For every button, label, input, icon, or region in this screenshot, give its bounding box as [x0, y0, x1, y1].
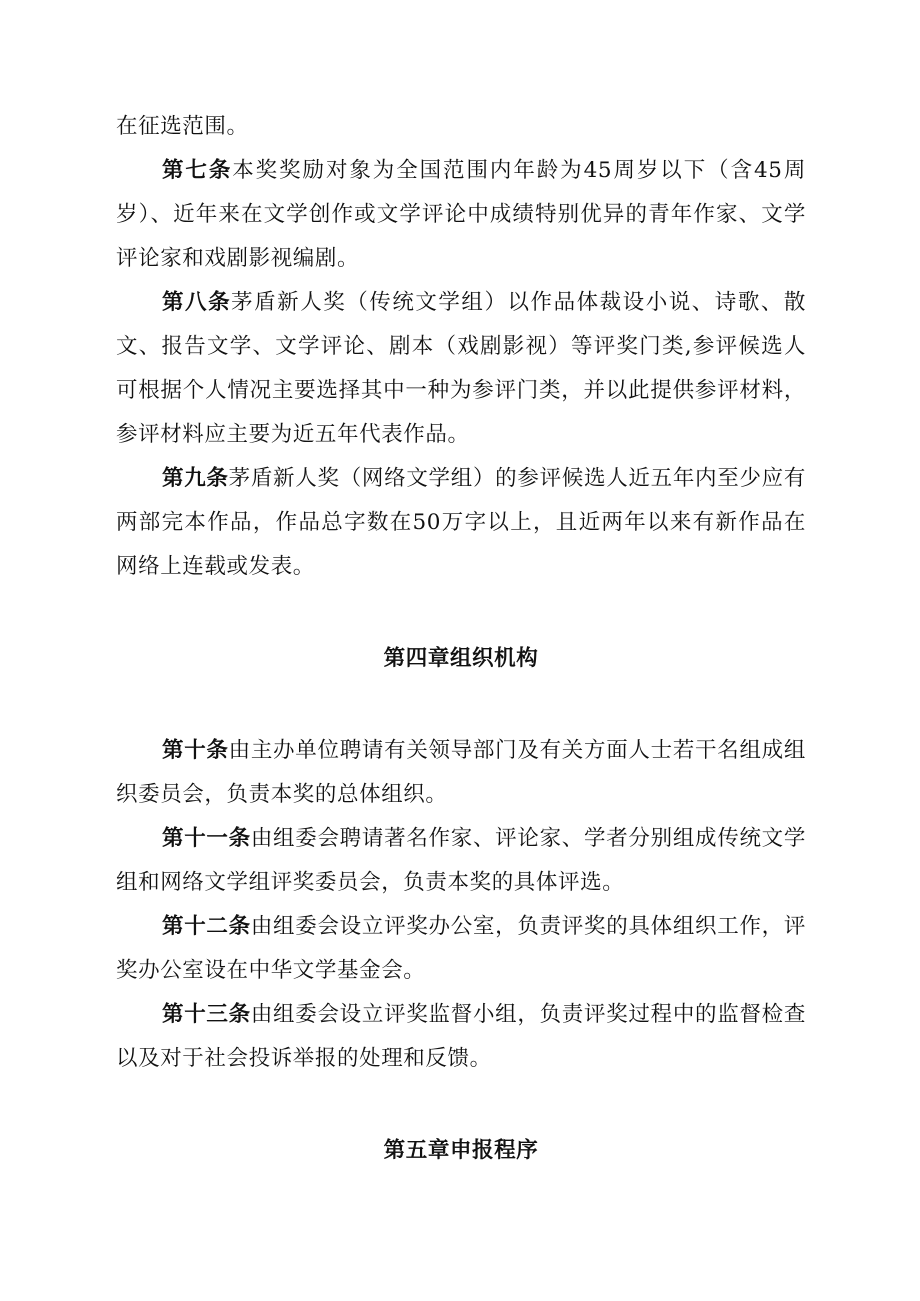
article-text: 茅盾新人奖（传统文学组）以作品体裁设小说、诗歌、散文、报告文学、文学评论、剧本（戏剧影视）等评奖门类,参评候选人可根据个人情况主要选择其中一种为参评门类，并以此提供参评材料，参评材料应主要为近五年代表作品。: [116, 290, 806, 447]
article-text: 由组委会聘请著名作家、评论家、学者分别组成传统文学组和网络文学组评奖委员会，负责本奖的具体评选。: [116, 826, 806, 895]
article-text: 本奖奖励对象为全国范围内年龄为45周岁以下（含45周岁）、近年来在文学创作或文学评论中成绩特别优异的青年作家、文学评论家和戏剧影视编剧。: [116, 158, 806, 271]
document-page: [116, 105, 806, 1173]
article-7: [116, 149, 806, 281]
article-text: 茅盾新人奖（网络文学组）的参评候选人近五年内至少应有两部完本作品，作品总字数在50万字以上，且近两年以来有新作品在网络上连载或发表。: [116, 466, 806, 579]
article-13: [116, 993, 806, 1081]
article-number: 第八条: [162, 290, 232, 315]
article-9: [116, 457, 806, 589]
article-number: 第十条: [162, 738, 229, 763]
article-11: [116, 817, 806, 905]
article-text: 由组委会设立评奖办公室，负责评奖的具体组织工作，评奖办公室设在中华文学基金会。: [116, 914, 806, 983]
article-10: [116, 729, 806, 817]
article-number: 第十二条: [162, 914, 251, 939]
article-number: 第十三条: [162, 1002, 251, 1027]
article-12: [116, 905, 806, 993]
continuation-paragraph: 在征选范围。: [116, 114, 249, 139]
article-8: [116, 281, 806, 457]
article-number: 第十一条: [162, 826, 251, 851]
article-text: 由主办单位聘请有关领导部门及有关方面人士若干名组成组织委员会，负责本奖的总体组织。: [116, 738, 806, 807]
chapter-5-title: 第五章申报程序: [383, 1138, 539, 1163]
chapter-4-title: 第四章组织机构: [383, 646, 539, 671]
article-text: 由组委会设立评奖监督小组，负责评奖过程中的监督检查以及对于社会投诉举报的处理和反馈。: [116, 1002, 806, 1071]
article-number: 第七条: [162, 158, 233, 183]
article-number: 第九条: [162, 466, 229, 491]
